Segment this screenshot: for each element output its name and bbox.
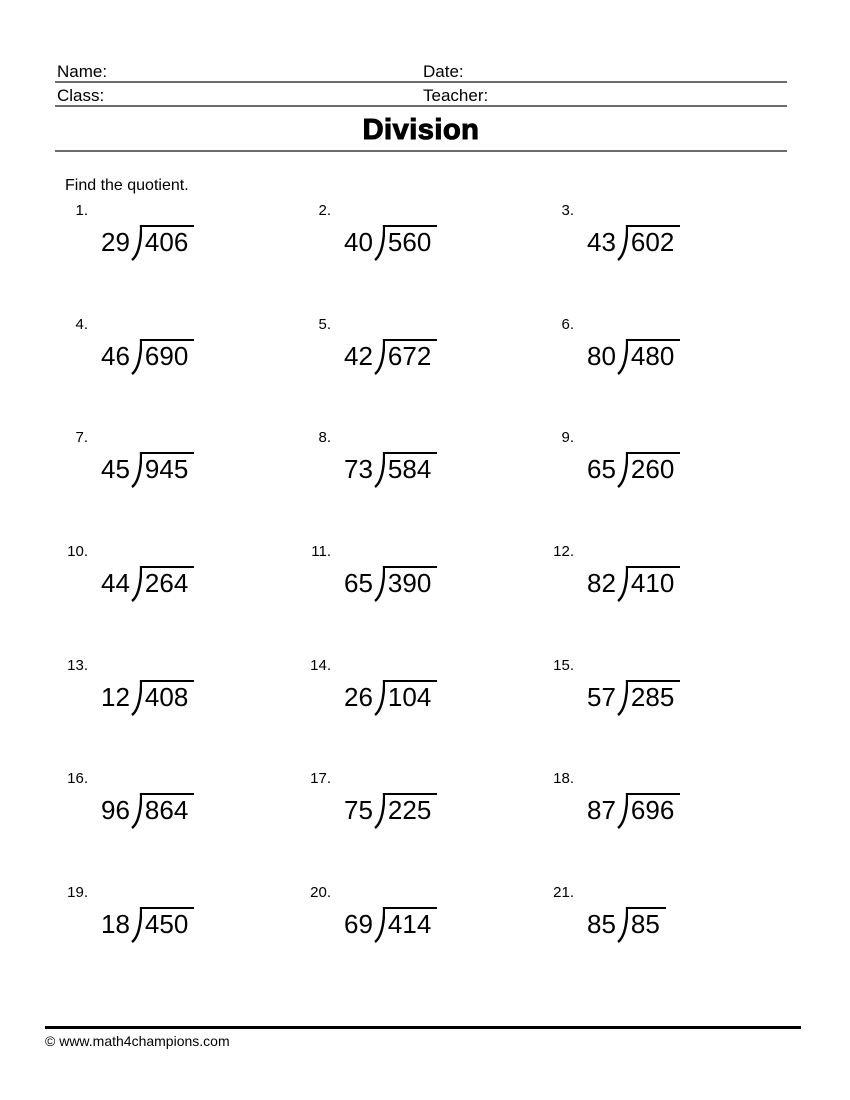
long-division-expression [344, 793, 437, 830]
divisor: 46 [101, 340, 130, 371]
problem-cell [541, 317, 784, 431]
dividend: 696 [627, 793, 680, 823]
dividend: 410 [627, 566, 680, 596]
dividend: 602 [627, 225, 680, 255]
dividend: 104 [384, 680, 437, 710]
divisor: 29 [101, 227, 130, 257]
long-division-expression [587, 452, 680, 489]
problem-number: 21. [553, 884, 574, 902]
problem-number: 3. [561, 202, 574, 219]
class-teacher-row [55, 83, 787, 107]
divisor: 18 [101, 909, 130, 940]
problem-number: 1. [75, 202, 88, 219]
problem-cell [55, 203, 298, 317]
dividend: 260 [627, 452, 680, 482]
long-division-expression [587, 793, 680, 830]
problem-cell [298, 771, 541, 885]
divisor: 87 [587, 795, 616, 826]
problem-number: 12. [553, 543, 574, 561]
divisor: 65 [587, 454, 616, 485]
copyright-text: © www.math4champions.com [45, 1033, 230, 1049]
long-division-expression [587, 566, 680, 603]
divisor: 44 [101, 568, 130, 599]
divisor: 75 [344, 795, 373, 826]
dividend: 414 [384, 907, 437, 937]
problem-number: 5. [318, 315, 331, 333]
problem-number: 10. [67, 543, 88, 561]
long-division-expression [344, 680, 437, 717]
dividend: 480 [627, 339, 680, 369]
problem-cell [298, 658, 541, 772]
problem-number: 15. [553, 656, 574, 674]
dividend: 285 [627, 680, 680, 710]
date-label: Date: [423, 62, 464, 81]
problems-grid [55, 203, 787, 999]
problem-cell [298, 430, 541, 544]
divisor: 45 [101, 454, 130, 485]
long-division-expression [587, 680, 680, 717]
divisor: 82 [587, 568, 616, 599]
problem-cell [541, 658, 784, 772]
long-division-expression [101, 680, 194, 717]
dividend: 406 [141, 225, 194, 255]
long-division-expression [101, 225, 194, 262]
dividend: 408 [141, 680, 194, 710]
divisor: 85 [587, 909, 616, 940]
dividend: 264 [141, 566, 194, 596]
long-division-expression [344, 566, 437, 603]
problem-cell [55, 430, 298, 544]
dividend: 864 [141, 793, 194, 823]
name-field-line [55, 62, 423, 81]
problem-cell [541, 544, 784, 658]
class-field-line [55, 86, 423, 105]
problem-number: 14. [310, 656, 331, 674]
problem-number: 2. [318, 202, 331, 219]
problem-number: 4. [75, 315, 88, 333]
problem-number: 6. [561, 315, 574, 333]
problem-number: 17. [310, 770, 331, 788]
problem-cell [298, 885, 541, 999]
problem-number: 16. [67, 770, 88, 788]
problem-cell [55, 544, 298, 658]
long-division-expression [344, 907, 437, 944]
long-division-expression [587, 907, 666, 944]
problem-cell [541, 430, 784, 544]
problem-cell [298, 203, 541, 317]
divisor: 96 [101, 795, 130, 826]
page-title: Division [55, 107, 787, 152]
long-division-expression [101, 566, 194, 603]
dividend: 584 [384, 452, 437, 482]
problem-number: 19. [67, 884, 88, 902]
long-division-expression [587, 339, 680, 376]
instruction-text: Find the quotient. [65, 177, 189, 194]
long-division-expression [101, 452, 194, 489]
problem-cell [298, 544, 541, 658]
long-division-expression [344, 339, 437, 376]
long-division-expression [587, 225, 680, 262]
class-label: Class: [57, 86, 105, 105]
dividend: 450 [141, 907, 194, 937]
problem-number: 8. [318, 429, 331, 447]
footer [45, 1026, 801, 1049]
dividend: 945 [141, 452, 194, 482]
name-date-row [55, 62, 787, 83]
date-field-line [423, 62, 787, 81]
dividend: 85 [627, 907, 666, 937]
problem-cell [55, 317, 298, 431]
dividend: 690 [141, 339, 194, 369]
divisor: 69 [344, 909, 373, 940]
problem-number: 13. [67, 656, 88, 674]
long-division-expression [101, 907, 194, 944]
problem-cell [541, 885, 784, 999]
dividend: 390 [384, 566, 437, 596]
divisor: 42 [344, 340, 373, 371]
problem-cell [55, 885, 298, 999]
long-division-expression [101, 339, 194, 376]
long-division-expression [344, 452, 437, 489]
divisor: 57 [587, 681, 616, 712]
divisor: 43 [587, 227, 616, 257]
problem-number: 11. [311, 543, 331, 561]
divisor: 80 [587, 340, 616, 371]
problem-cell [55, 658, 298, 772]
divisor: 12 [101, 681, 130, 712]
long-division-expression [101, 793, 194, 830]
name-label: Name: [57, 62, 108, 81]
dividend: 225 [384, 793, 437, 823]
teacher-field-line [423, 86, 787, 105]
problem-cell [55, 771, 298, 885]
problem-number: 9. [561, 429, 574, 447]
problem-number: 20. [310, 884, 331, 902]
long-division-expression [344, 225, 437, 262]
divisor: 40 [344, 227, 373, 257]
problem-number: 7. [75, 429, 88, 447]
divisor: 26 [344, 681, 373, 712]
divisor: 65 [344, 568, 373, 599]
problem-cell [541, 771, 784, 885]
problem-number: 18. [553, 770, 574, 788]
problem-cell [298, 317, 541, 431]
dividend: 672 [384, 339, 437, 369]
problem-cell [541, 203, 784, 317]
dividend: 560 [384, 225, 437, 255]
divisor: 73 [344, 454, 373, 485]
teacher-label: Teacher: [423, 86, 489, 105]
